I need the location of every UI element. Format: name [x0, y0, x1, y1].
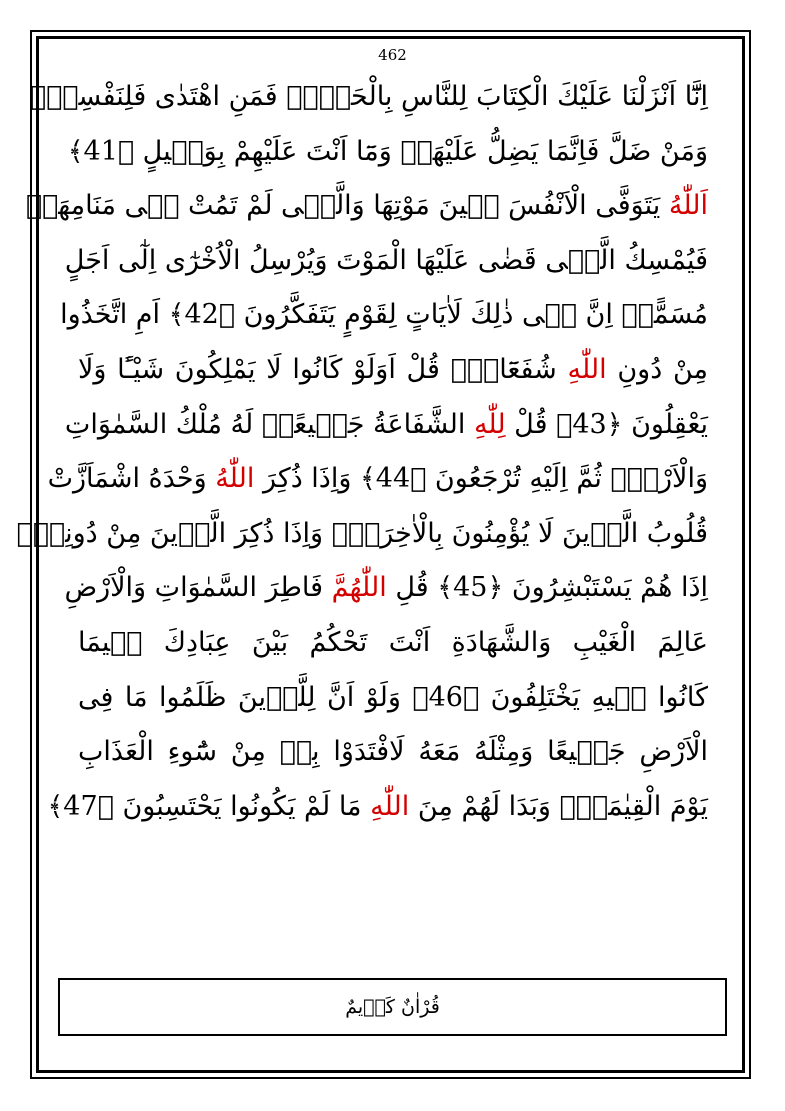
footer-box — [58, 978, 727, 1036]
text-line: يَعْقِلُونَ ﴿43﴾ قُلْ لِلّٰهِ الشَّفَاعَةُ جَمٖيعًاۜ لَهُ مُلْكُ السَّمٰوَاتِ — [64, 408, 708, 440]
divine-name-word: اللّٰهِ — [370, 790, 410, 822]
page-number: 462 — [378, 46, 407, 64]
text-line: مُسَمًّىۜ اِنَّ فٖى ذٰلِكَ لَاٰيَاتٍ لِقَوْمٍ يَتَفَكَّرُونَ ﴿42﴾ اَمِ اتَّخَذُوا — [60, 299, 708, 331]
divine-name-word: لِلّٰهِ — [473, 408, 506, 440]
text-line: يَوْمَ الْقِيٰمَةِۜ وَبَدَا لَهُمْ مِنَ اللّٰهِ مَا لَمْ يَكُونُوا يَحْتَسِبُونَ ﴿47﴾ — [47, 790, 708, 822]
divine-name-word: اللّٰهُمَّ — [331, 572, 387, 604]
divine-name-word: اَللّٰهُ — [668, 190, 708, 222]
footer-title: قُرْاٰنٌ كَرٖيمٌ — [345, 996, 440, 1018]
text-line: وَمَنْ ضَلَّ فَاِنَّمَا يَضِلُّ عَلَيْهَاۚ وَمَٓا اَنْتَ عَلَيْهِمْ بِوَكٖيلٍ ﴿41﴾ — [67, 135, 708, 167]
text-line: وَالْاَرْضِۜ ثُمَّ اِلَيْهِ تُرْجَعُونَ ﴿44﴾ وَاِذَا ذُكِرَ اللّٰهُ وَحْدَهُ اشْمَاَزَّتْ — [47, 463, 708, 495]
text-line: فَيُمْسِكُ الَّتٖى قَضٰى عَلَيْهَا الْمَوْتَ وَيُرْسِلُ الْاُخْرٰٓى اِلٰٓى اَجَلٍ — [64, 244, 708, 276]
divine-name-word: اللّٰهِ — [567, 353, 607, 385]
text-line: اَللّٰهُ يَتَوَفَّى الْاَنْفُسَ حٖينَ مَوْتِهَا وَالَّتٖى لَمْ تَمُتْ فٖى مَنَامِهَاۚ — [25, 190, 708, 222]
text-line: الْاَرْضِ جَمٖيعًا وَمِثْلَهُ مَعَهُ لَافْتَدَوْا بِهٖ مِنْ سُٓوءِ الْعَذَابِ — [78, 736, 708, 768]
text-line: اِذَا هُمْ يَسْتَبْشِرُونَ ﴿45﴾ قُلِ اللّٰهُمَّ فَاطِرَ السَّمٰوَاتِ وَالْاَرْضِ — [64, 572, 708, 604]
text-line: اِنَّٓا اَنْزَلْنَا عَلَيْكَ الْكِتَابَ لِلنَّاسِ بِالْحَقِّۚ فَمَنِ اهْتَدٰى فَلِنَفْسِهٖۚ — [29, 81, 708, 112]
text-line: مِنْ دُونِ اللّٰهِ شُفَعَٓاءَۜ قُلْ اَوَلَوْ كَانُوا لَا يَمْلِكُونَ شَيْـًٔا وَلَا — [78, 353, 708, 385]
quran-text-block — [16, 70, 708, 834]
text-line: كَانُوا فٖيهِ يَخْتَلِفُونَ ﴿46﴾ وَلَوْ اَنَّ لِلَّذٖينَ ظَلَمُوا مَا فِى — [78, 681, 708, 713]
text-line: عَالِمَ الْغَيْبِ وَالشَّهَادَةِ اَنْتَ تَحْكُمُ بَيْنَ عِبَادِكَ فٖيمَا — [78, 626, 708, 658]
text-line: قُلُوبُ الَّذٖينَ لَا يُؤْمِنُونَ بِالْاٰخِرَةِۚ وَاِذَا ذُكِرَ الَّذٖينَ مِنْ دُونِهٖٓ — [16, 517, 708, 549]
divine-name-word: اللّٰهُ — [215, 463, 255, 495]
